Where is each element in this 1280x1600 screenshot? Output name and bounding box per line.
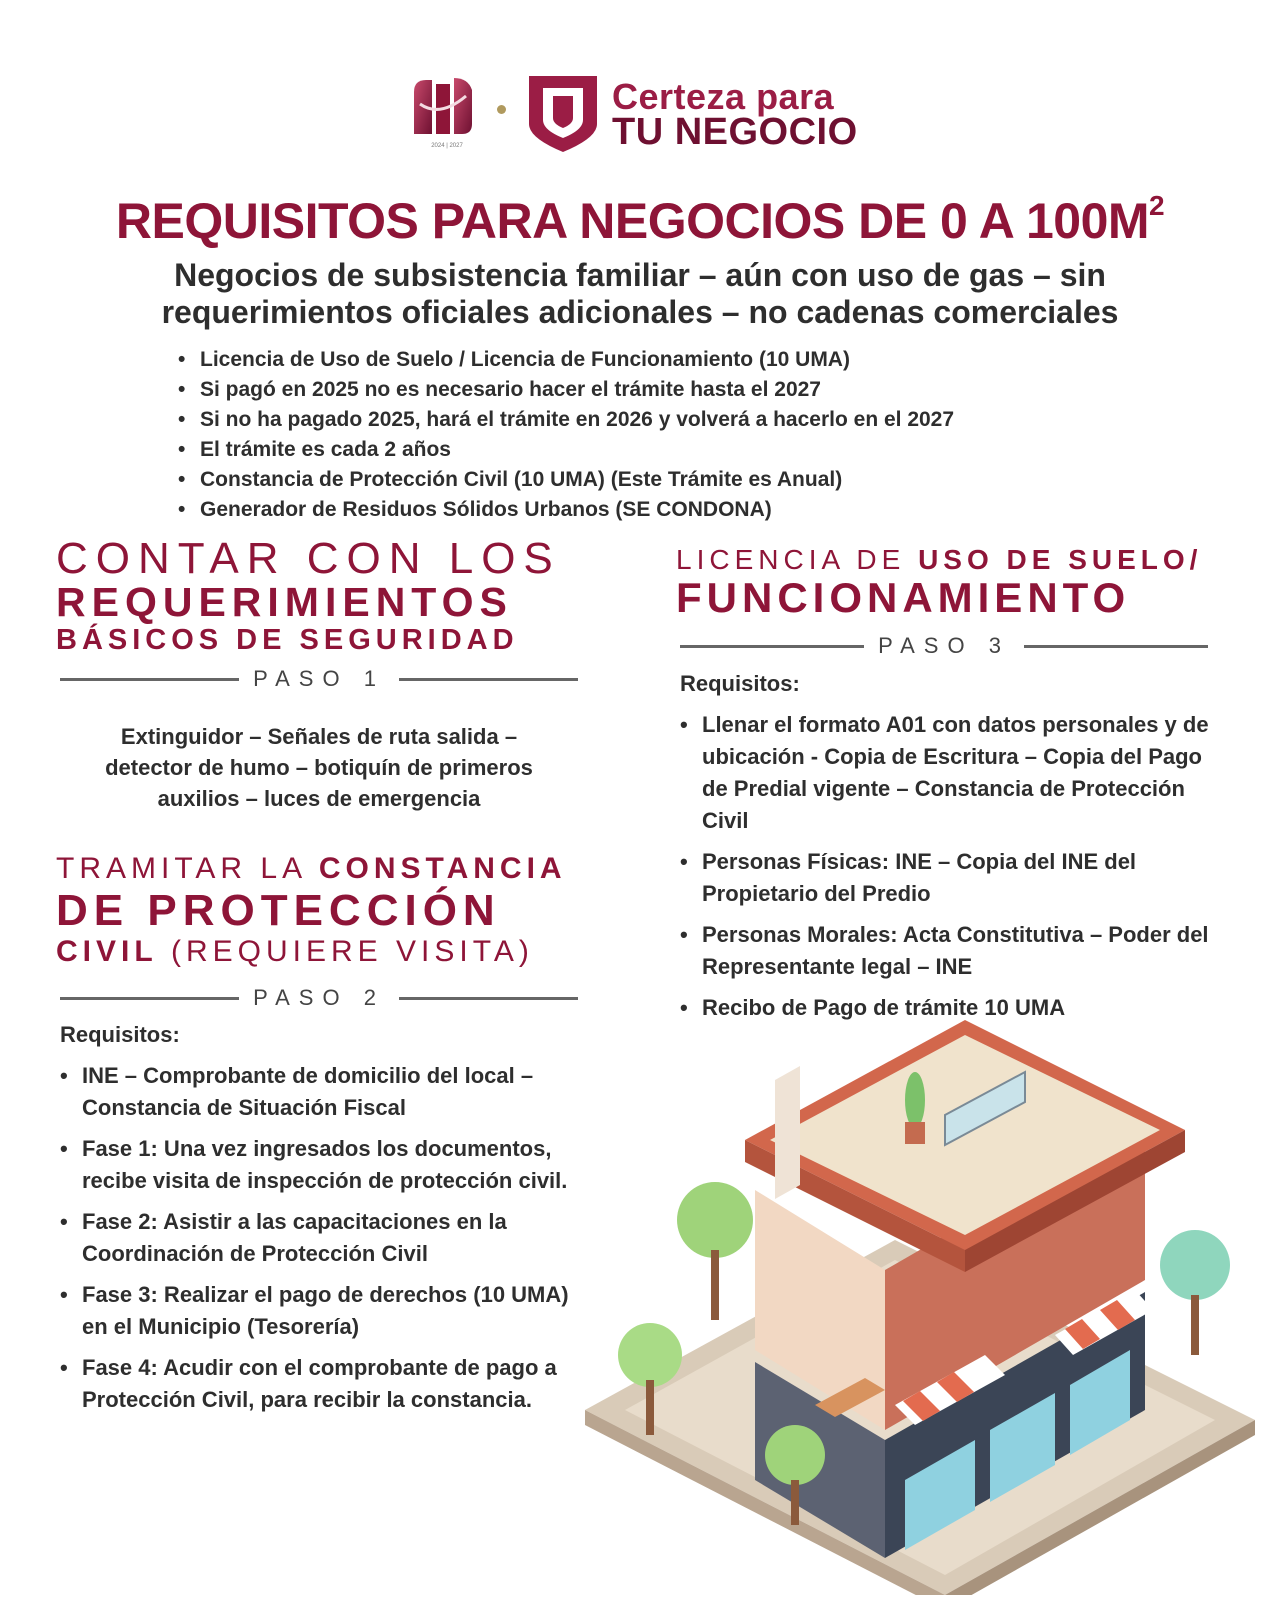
list-item: • Fase 2: Asistir a las capacitaciones en la Coordinación de Protección Civil [60,1206,600,1270]
step2-heading-line1a: TRAMITAR LA [56,852,319,885]
list-item: • Fase 4: Acudir con el comprobante de pago a Protección Civil, para recibir la constancia. [60,1352,600,1416]
step3-heading-line1b: USO DE SUELO/ [918,544,1203,575]
list-item: • INE – Comprobante de domicilio del local – Constancia de Situación Fiscal [60,1060,600,1124]
list-item: • Si no ha pagado 2025, hará el trámite en 2026 y volverá a hacerlo en el 2027 [178,405,954,435]
paso-label: PASO 3 [878,633,1010,658]
step2-heading-line3a: CIVIL [56,935,158,968]
step2-req-title: Requisitos: [60,1022,180,1047]
divider-rule [399,997,578,1000]
list-item: • Generador de Residuos Sólidos Urbanos (SE CONDONA) [178,495,954,525]
list-item: • Fase 1: Una vez ingresados los documentos, recibe visita de inspección de protección civil. [60,1133,600,1197]
separator-dot [497,105,506,114]
list-item: • Llenar el formato A01 con datos personales y de ubicación - Copia de Escritura – Copia del Pago de Predial vigente – Constancia de Protección Civil [680,709,1220,837]
step2-req-list [60,1060,600,1425]
divider-rule [399,678,578,681]
step2-heading-line3b: (REQUIERE VISITA) [157,935,534,968]
list-item: • Recibo de Pago de trámite 10 UMA [680,992,1220,1024]
list-item: • Si pagó en 2025 no es necesario hacer el trámite hasta el 2027 [178,375,954,405]
step1-heading-line1: CONTAR CON LOS [56,534,561,583]
page-title [0,192,1280,250]
page-subtitle [60,257,1220,331]
step2-heading [56,851,596,969]
step1-text-line3: auxilios – luces de emergencia [157,786,481,811]
step1-text-line1: Extinguidor – Señales de ruta salida – [120,724,518,749]
step1-text-line2: detector de humo – botiquín de primeros [105,755,533,780]
subtitle-line-1: Negocios de subsistencia familiar – aún con uso de gas – sin [174,257,1106,293]
step1-heading-line2: REQUERIMIENTOS [56,579,513,625]
storefront-illustration [585,1010,1255,1595]
divider-rule [60,678,239,681]
brand-line-1: Certeza para [612,76,835,117]
step3-req-list [680,709,1220,1033]
divider-rule [1024,645,1208,648]
municipal-logo [410,74,484,152]
step3-divider [680,633,1208,659]
step1-heading [56,536,596,658]
list-item: • Fase 3: Realizar el pago de derechos (10 UMA) en el Municipio (Tesorería) [60,1279,600,1343]
step1-divider [60,666,578,692]
step3-heading [676,544,1236,620]
step3-req-title: Requisitos: [680,671,800,696]
divider-rule [680,645,864,648]
page-title-text: REQUISITOS PARA NEGOCIOS DE 0 A 100M [115,193,1150,249]
paso-label: PASO 2 [253,985,385,1010]
title-superscript: 2 [1149,190,1165,221]
step2-divider [60,985,578,1011]
step1-heading-line3: BÁSICOS DE SEGURIDAD [56,624,519,656]
step2-heading-line1b: CONSTANCIA [318,852,567,885]
shield-icon [527,74,599,154]
step1-text [60,721,578,814]
divider-rule [60,997,239,1000]
list-item: • El trámite es cada 2 años [178,435,954,465]
list-item: • Personas Físicas: INE – Copia del INE del Propietario del Predio [680,846,1220,910]
logo-years: 2024 | 2027 [431,143,463,149]
step3-heading-line1a: LICENCIA DE [676,544,919,575]
subtitle-line-2: requerimientos oficiales adicionales – no cadenas comerciales [161,294,1119,330]
list-item: • Personas Morales: Acta Constitutiva – Poder del Representante legal – INE [680,919,1220,983]
brand-line-2: TU NEGOCIO [612,111,858,153]
step2-heading-line2: DE PROTECCIÓN [56,886,501,935]
list-item: • Licencia de Uso de Suelo / Licencia de Funcionamiento (10 UMA) [178,345,954,375]
step3-heading-line2: FUNCIONAMIENTO [676,574,1131,621]
paso-label: PASO 1 [253,666,385,691]
summary-list [178,345,954,525]
list-item: • Constancia de Protección Civil (10 UMA) (Este Trámite es Anual) [178,465,954,495]
